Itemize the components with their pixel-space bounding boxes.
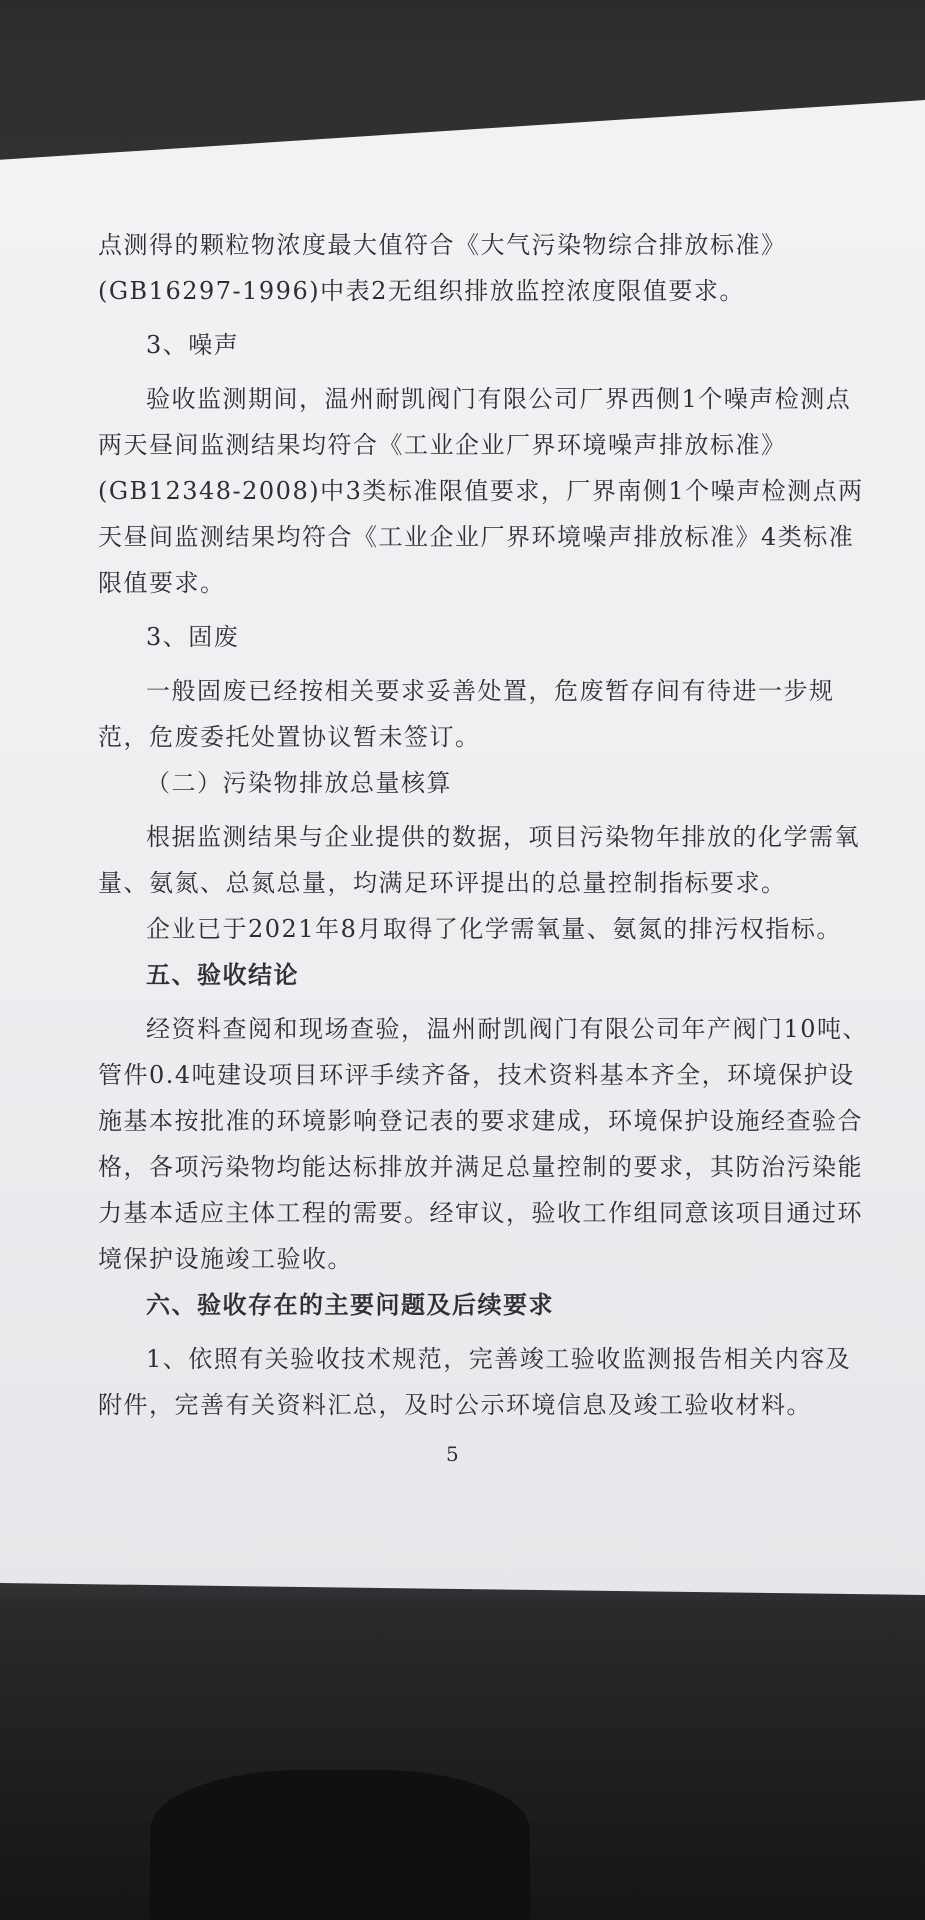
text-line: 经资料查阅和现场查验，温州耐凯阀门有限公司年产阀门10吨、 bbox=[146, 1015, 869, 1043]
section-heading: 六、验收存在的主要问题及后续要求 bbox=[146, 1290, 554, 1319]
text-line: 管件0.4吨建设项目环评手续齐备，技术资料基本齐全，环境保护设 bbox=[98, 1061, 855, 1089]
text-line: 力基本适应主体工程的需要。经审议，验收工作组同意该项目通过环 bbox=[98, 1199, 863, 1227]
text-line: 境保护设施竣工验收。 bbox=[98, 1245, 353, 1273]
text-line: (GB12348-2008)中3类标准限值要求，厂界南侧1个噪声检测点两 bbox=[98, 477, 864, 505]
text-line: 格，各项污染物均能达标排放并满足总量控制的要求，其防治污染能 bbox=[98, 1153, 863, 1181]
text-line: 范，危废委托处置协议暂未签订。 bbox=[98, 723, 481, 751]
text-line: 根据监测结果与企业提供的数据，项目污染物年排放的化学需氧 bbox=[146, 823, 860, 851]
text-line: 验收监测期间，温州耐凯阀门有限公司厂界西侧1个噪声检测点 bbox=[146, 385, 852, 413]
text-line: 企业已于2021年8月取得了化学需氧量、氨氮的排污权指标。 bbox=[146, 915, 842, 943]
section-heading: 3、噪声 bbox=[146, 331, 240, 359]
hand-shadow bbox=[150, 1770, 530, 1920]
text-line: 一般固废已经按相关要求妥善处置，危废暂存间有待进一步规 bbox=[146, 677, 835, 705]
text-line: 附件，完善有关资料汇总，及时公示环境信息及竣工验收材料。 bbox=[98, 1391, 812, 1419]
text-line: 天昼间监测结果均符合《工业企业厂界环境噪声排放标准》4类标准 bbox=[98, 523, 855, 551]
text-line: 点测得的颗粒物浓度最大值符合《大气污染物综合排放标准》 bbox=[98, 231, 787, 259]
page-number: 5 bbox=[446, 1442, 459, 1466]
section-heading: 3、固废 bbox=[146, 623, 240, 651]
text-line: 两天昼间监测结果均符合《工业企业厂界环境噪声排放标准》 bbox=[98, 431, 787, 459]
text-line: 量、氨氮、总氮总量，均满足环评提出的总量控制指标要求。 bbox=[98, 869, 787, 897]
text-line: 1、依照有关验收技术规范，完善竣工验收监测报告相关内容及 bbox=[146, 1345, 852, 1373]
page-body bbox=[98, 222, 869, 1428]
text-line: 施基本按批准的环境影响登记表的要求建成，环境保护设施经查验合 bbox=[98, 1107, 863, 1135]
text-line: 限值要求。 bbox=[98, 569, 226, 597]
text-line: (GB16297-1996)中表2无组织排放监控浓度限值要求。 bbox=[98, 277, 745, 305]
section-heading: 五、验收结论 bbox=[146, 960, 299, 989]
section-heading: （二）污染物排放总量核算 bbox=[146, 769, 452, 797]
